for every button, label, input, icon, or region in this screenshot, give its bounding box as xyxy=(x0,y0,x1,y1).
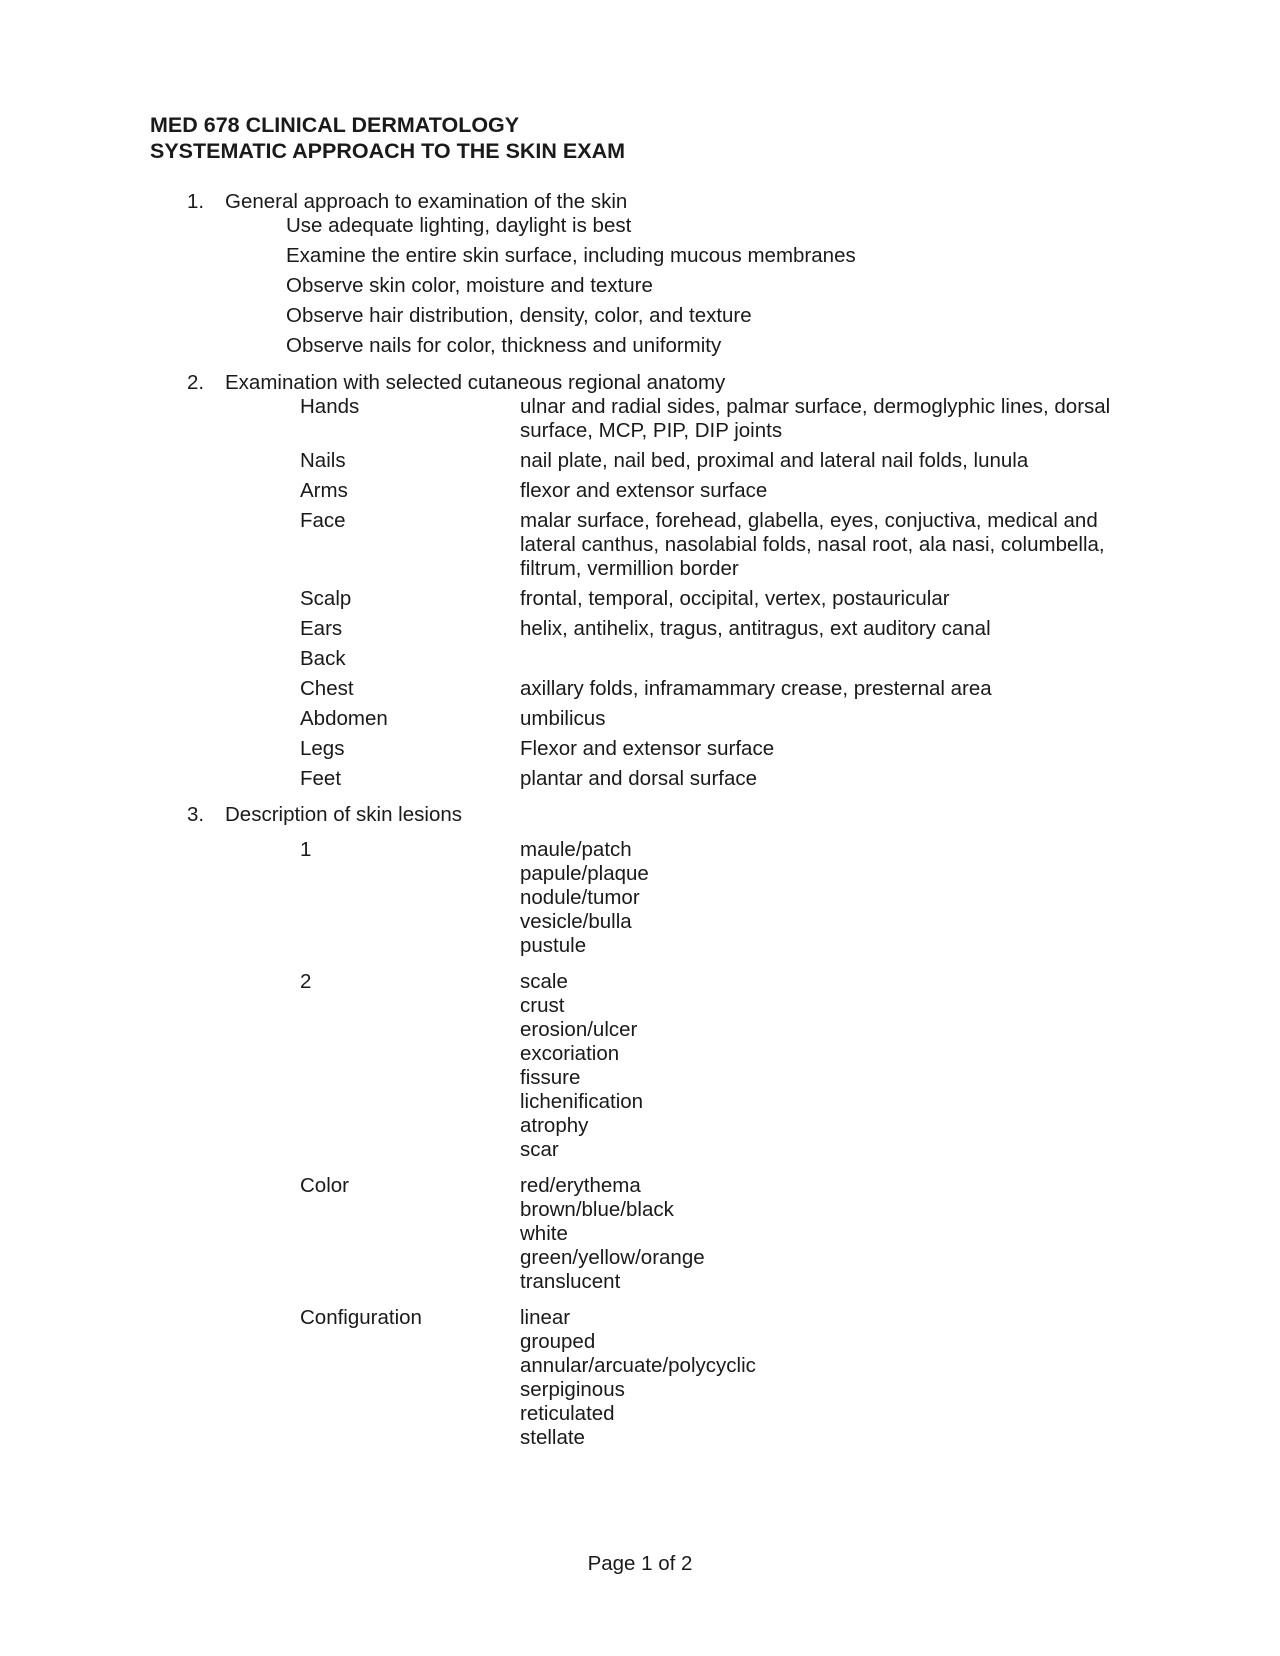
list-item: grouped xyxy=(520,1330,596,1353)
list-item: annular/arcuate/polycyclic xyxy=(520,1354,756,1377)
list-item: fissure xyxy=(520,1066,581,1089)
list-item: scar xyxy=(520,1138,559,1161)
region-label: Ears xyxy=(300,617,343,640)
list-item: brown/blue/black xyxy=(520,1198,674,1221)
list-item: vesicle/bulla xyxy=(520,910,632,933)
section-1-heading xyxy=(187,190,627,214)
region-label: Chest xyxy=(300,677,354,700)
region-label: Scalp xyxy=(300,587,352,610)
list-item: nodule/tumor xyxy=(520,886,640,909)
lesion-group-list xyxy=(520,970,643,1162)
section-2-heading xyxy=(187,371,725,395)
lesion-group-label: 1 xyxy=(300,838,312,861)
region-label: Hands xyxy=(300,395,360,418)
region-label: Arms xyxy=(300,479,348,502)
list-item: white xyxy=(520,1222,568,1245)
region-detail: frontal, temporal, occipital, vertex, postauricular xyxy=(520,587,950,610)
region-label: Back xyxy=(300,647,346,670)
region-detail: ulnar and radial sides, palmar surface, dermoglyphic lines, dorsal surface, MCP, PIP, DIP joints xyxy=(520,395,1111,442)
course-title: MED 678 CLINICAL DERMATOLOGY xyxy=(150,113,520,137)
section-number: 1. xyxy=(187,190,205,213)
region-label: Face xyxy=(300,509,346,532)
region-detail: malar surface, forehead, glabella, eyes, conjuctiva, medical and lateral canthus, nasolabial folds, nasal root, ala nasi, columbella, filtrum, vermillion border xyxy=(520,509,1105,580)
section-3-heading xyxy=(187,803,462,827)
document-title xyxy=(150,112,625,164)
lesion-group-list xyxy=(520,1174,705,1294)
list-item: atrophy xyxy=(520,1114,589,1137)
list-item: reticulated xyxy=(520,1402,615,1425)
region-detail: nail plate, nail bed, proximal and lateral nail folds, lunula xyxy=(520,449,1029,472)
region-label: Nails xyxy=(300,449,346,472)
list-item: maule/patch xyxy=(520,838,632,861)
list-item: green/yellow/orange xyxy=(520,1246,705,1269)
section-title: Examination with selected cutaneous regional anatomy xyxy=(225,371,726,394)
lesion-group-list xyxy=(520,838,649,958)
section-number: 2. xyxy=(187,371,205,394)
list-item: serpiginous xyxy=(520,1378,625,1401)
section-title: General approach to examination of the skin xyxy=(225,190,628,213)
lesion-group-label: Color xyxy=(300,1174,349,1197)
region-detail: helix, antihelix, tragus, antitragus, ext auditory canal xyxy=(520,617,991,640)
lesion-group-list xyxy=(520,1306,756,1450)
list-item: stellate xyxy=(520,1426,585,1449)
region-detail: plantar and dorsal surface xyxy=(520,767,758,790)
section-number: 3. xyxy=(187,803,205,826)
region-detail: axillary folds, inframammary crease, presternal area xyxy=(520,677,992,700)
list-item: excoriation xyxy=(520,1042,620,1065)
page-number: Page 1 of 2 xyxy=(587,1552,693,1575)
list-item: lichenification xyxy=(520,1090,644,1113)
region-detail: umbilicus xyxy=(520,707,606,730)
list-item: scale xyxy=(520,970,568,993)
list-item: Observe hair distribution, density, color, and texture xyxy=(286,304,752,327)
list-item: Observe nails for color, thickness and uniformity xyxy=(286,334,722,357)
region-detail: flexor and extensor surface xyxy=(520,479,768,502)
list-item: crust xyxy=(520,994,565,1017)
list-item: pustule xyxy=(520,934,587,957)
region-label: Legs xyxy=(300,737,345,760)
region-detail: Flexor and extensor surface xyxy=(520,737,775,760)
list-item: translucent xyxy=(520,1270,621,1293)
list-item: linear xyxy=(520,1306,571,1329)
list-item: Examine the entire skin surface, including mucous membranes xyxy=(286,244,856,267)
list-item: red/erythema xyxy=(520,1174,641,1197)
lesion-group-label: 2 xyxy=(300,970,312,993)
list-item: erosion/ulcer xyxy=(520,1018,638,1041)
region-label: Abdomen xyxy=(300,707,388,730)
lesion-group-label: Configuration xyxy=(300,1306,422,1329)
region-label: Feet xyxy=(300,767,342,790)
list-item: Use adequate lighting, daylight is best xyxy=(286,214,632,237)
list-item: papule/plaque xyxy=(520,862,649,885)
section-title: Description of skin lesions xyxy=(225,803,462,826)
list-item: Observe skin color, moisture and texture xyxy=(286,274,653,297)
document-subtitle: SYSTEMATIC APPROACH TO THE SKIN EXAM xyxy=(150,139,626,163)
